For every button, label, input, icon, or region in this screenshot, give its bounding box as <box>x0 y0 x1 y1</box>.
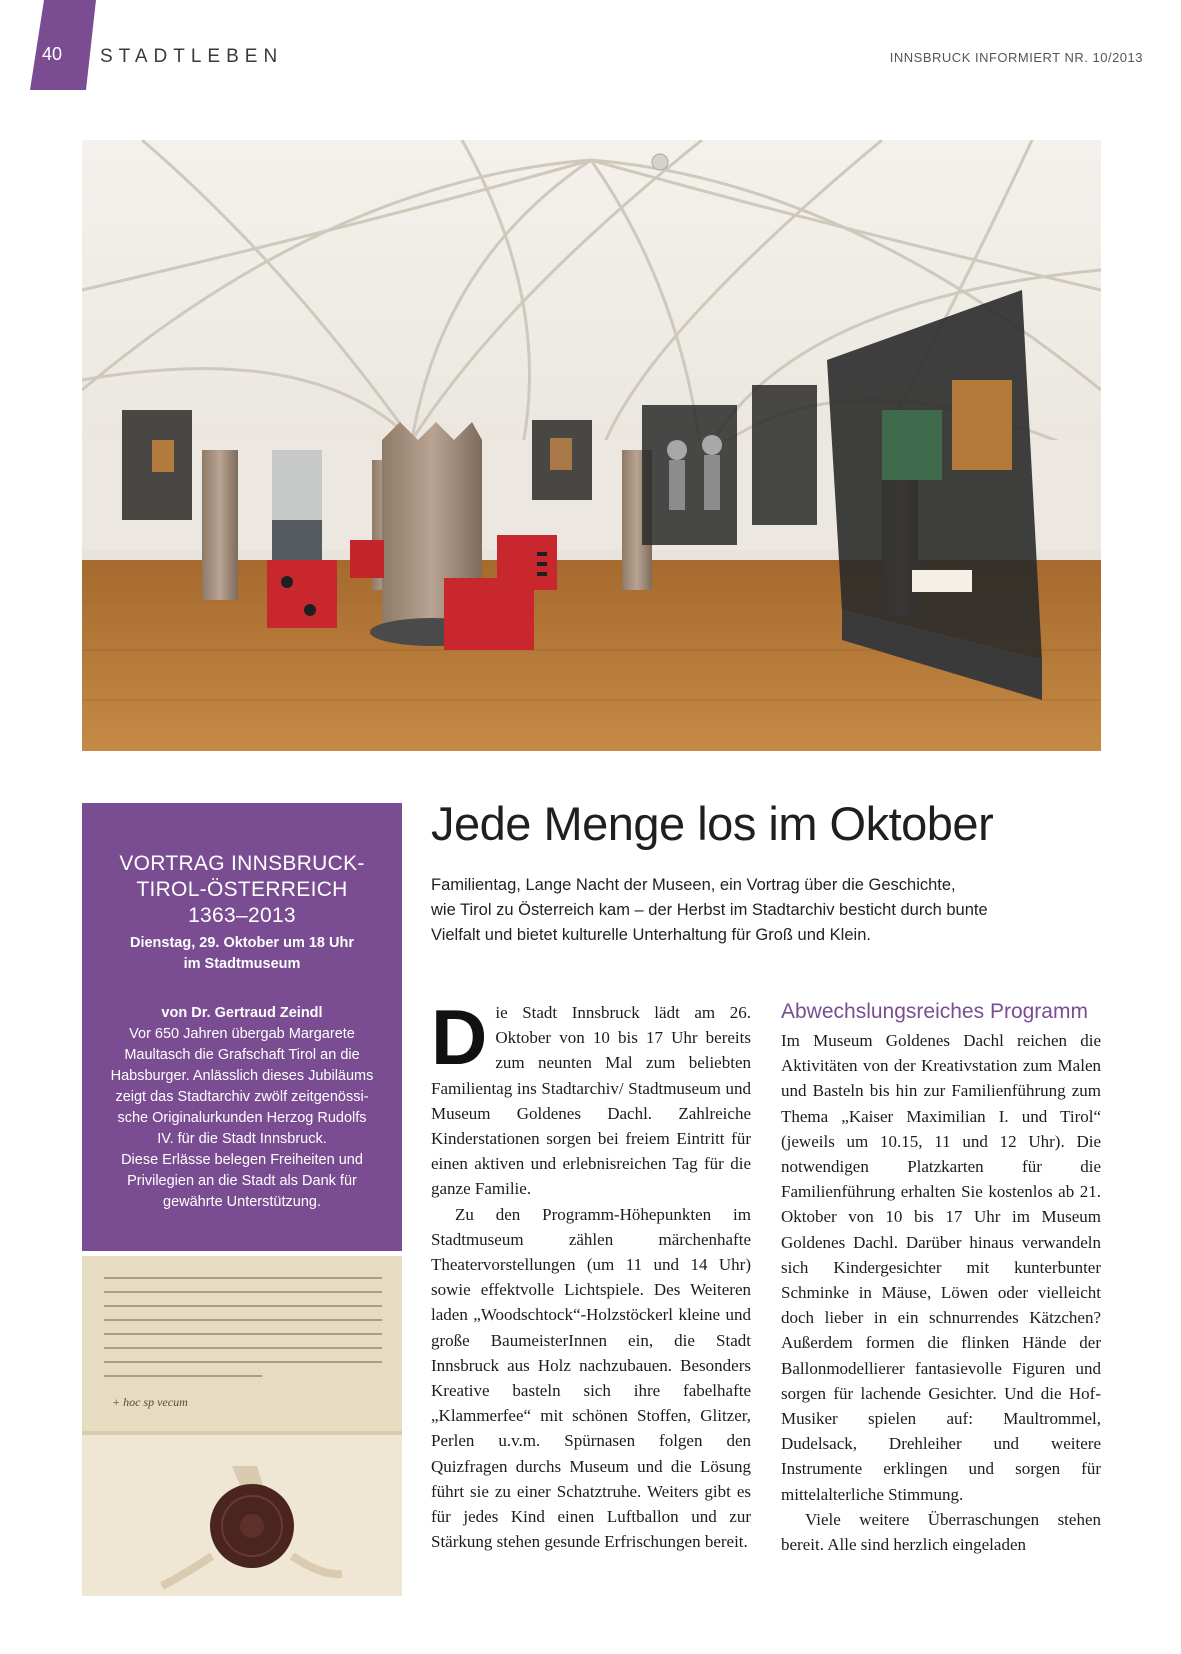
article-paragraph <box>431 993 751 1202</box>
article-column-1 <box>431 993 751 1554</box>
section-title: STADTLEBEN <box>100 46 284 67</box>
document-image <box>82 1256 402 1596</box>
svg-text:+ hoc sp vecum: + hoc sp vecum <box>112 1395 188 1409</box>
article-column-2 <box>781 1000 1101 1557</box>
sidebar-author: von Dr. Gertraud Zeindl <box>161 1005 323 1021</box>
sidebar-title: VORTRAG INNSBRUCK- TIROL-ÖSTERREICH 1363–2013 <box>119 852 365 927</box>
article-paragraph: Viele weitere Überraschungen stehen bereit. Alle sind herzlich eingeladen <box>781 1509 1101 1555</box>
article-paragraph: Im Museum Goldenes Dachl reichen die Aktivitäten von der Kreativstation zum Malen und Basteln bis hin zur Familienführung zum Thema „Kaiser Maximilian I. und Tirol“ (jeweils um 10.15, 11 und 12 Uhr). Die notwendigen Platzkarten für die Familienführung erhalten Sie kostenlos ab 21. Oktober von 10 bis 17 Uhr im Museum Goldenes Dachl. Darüber hinaus verwandeln sich Kindergesichter mit kunterbunter Schminke in Mäuse, Löwen oder vielleicht doch lieber in ein schnurrendes Kätzchen? Außerdem formen die flinken Hände der Ballonmodellierer fantasievolle Figuren und sorgen für lachende Gesichter. Und die Hof-Musiker spielen auf: Maultrommel, Dudelsack, Drehleiher und weitere Instrumente erklingen und sorgen für mittelalterliche Stimmung. <box>781 1031 1101 1504</box>
event-sidebar <box>82 803 402 1251</box>
sidebar-date: Dienstag, 29. Oktober um 18 Uhr im Stadtmuseum <box>129 935 354 972</box>
sidebar-body: Vor 650 Jahren übergab Margarete Maultasch die Grafschaft Tirol an die Habsburger. Anlässlich dieses Jubiläums zeigt das Stadtarchiv zwölf zeitgenössi- sche Originalurkunden Herzog Rudolfs IV. für die Stadt Innsbruck. Diese Erlässe belegen Freiheiten und Privilegien an die Stadt als Dank für gewährte Unterstützung. <box>110 1026 374 1210</box>
article-paragraph: Zu den Programm-Höhepunkten im Stadtmuseum zählen märchenhafte Theatervorstellungen (um 11 und 14 Uhr) sowie effektvolle Lichtspiele. Des Weiteren laden „Woodschtock“-Holzstöckerl kleine und große BaumeisterInnen ein, die Stadt Innsbruck aus Holz nachzubauen. Besonders Kreative basteln sich ihre fabelhafte „Klammerfee“ mit schönen Stoffen, Glitzer, Perlen u.v.m. Spürnasen folgen den Quizfragen durchs Museum und die Lösung führt sie zu einer Schatztruhe. Weiters gibt es für jedes Kind einen Luftballon und zur Stärkung stehen gesunde Erfrischungen bereit. <box>431 1204 751 1552</box>
article-lead: Familientag, Lange Nacht der Museen, ein Vortrag über die Geschichte, wie Tirol zu Österreich kam – der Herbst im Stadtarchiv besticht durch bunte Vielfalt und bietet kulturelle Unterhaltung für Groß und Klein. <box>431 876 988 944</box>
page-number-tab <box>30 0 96 90</box>
page-number: 40 <box>42 44 63 64</box>
hero-image <box>82 140 1101 751</box>
article-headline: Jede Menge los im Oktober <box>431 797 994 850</box>
article-subhead: Abwechslungsreiches Programm <box>781 1000 1088 1023</box>
drop-cap: D <box>431 993 488 1081</box>
issue-label: INNSBRUCK INFORMIERT NR. 10/2013 <box>889 50 1143 65</box>
paragraph-text: ie Stadt Innsbruck lädt am 26. Oktober von 10 bis 17 Uhr bereits zum neunten Mal zum beliebten Familientag ins Stadtarchiv/ Stadtmuseum und Museum Goldenes Dachl. Zahlreiche Kinderstationen sorgen bei freiem Eintritt für einen aktiven und erlebnisreichen Tag für die ganze Familie. <box>431 1003 751 1199</box>
